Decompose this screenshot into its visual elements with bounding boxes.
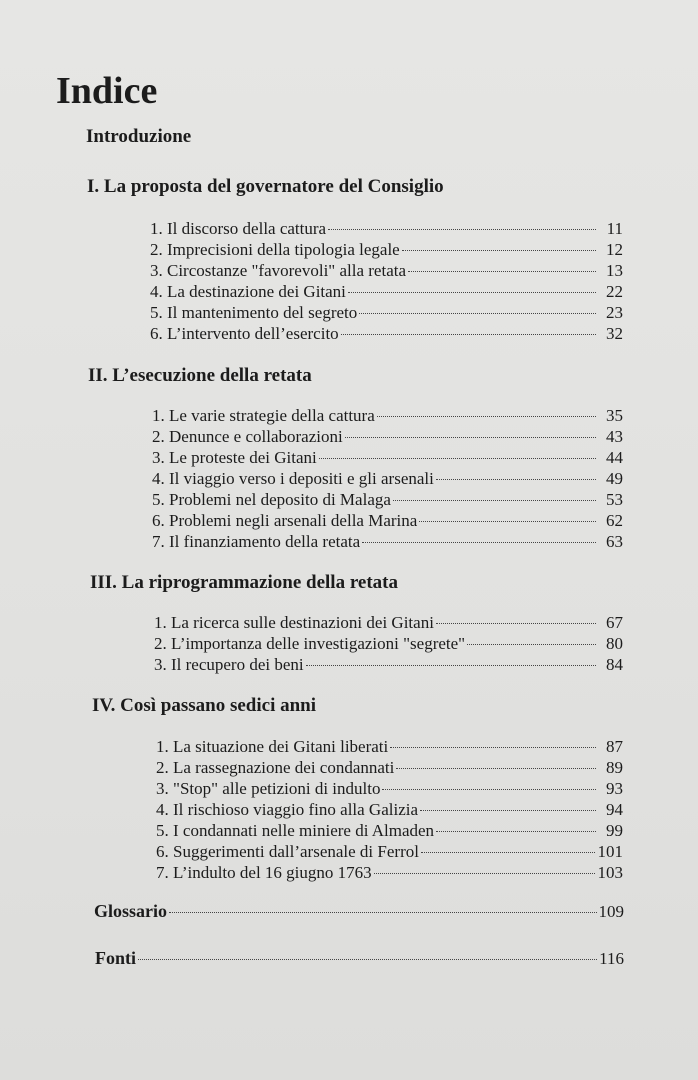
entry-page: 87 [606,737,623,756]
entry-page: 53 [606,490,623,509]
entry-label: 3. Le proteste dei Gitani [152,448,317,467]
toc-entry [152,510,623,531]
toc-entry [152,531,623,552]
toc-entry [156,862,623,883]
entry-label: 3. Il recupero dei beni [154,655,304,674]
toc-entry [152,468,623,489]
entry-page: 32 [606,324,623,343]
toc-entry [152,426,623,447]
entry-label: 5. Problemi nel deposito di Malaga [152,490,391,509]
section-2-entries [152,405,623,552]
toc-entry [150,218,623,239]
dot-leader [402,250,596,251]
entry-page: 22 [606,282,623,301]
entry-page: 67 [606,613,623,632]
toc-entry [152,447,623,468]
entry-page: 23 [606,303,623,322]
dot-leader [467,644,596,645]
entry-page: 35 [606,406,623,425]
dot-leader [396,768,596,769]
sources-entry [95,947,624,970]
dot-leader [374,873,595,874]
dot-leader [306,665,596,666]
toc-entry [150,239,623,260]
dot-leader [377,416,596,417]
section-3-entries [154,612,623,675]
dot-leader [341,334,596,335]
entry-label: 4. Il rischioso viaggio fino alla Galizia [156,800,419,819]
entry-label: 5. Il mantenimento del segreto [150,303,358,322]
entry-label: 1. Il discorso della cattura [150,219,327,238]
entry-page: 99 [606,821,623,840]
glossary-label: Glossario [94,901,168,921]
dot-leader [328,229,596,230]
entry-label: 3. "Stop" alle petizioni di indulto [156,779,381,798]
dot-leader [420,810,596,811]
dot-leader [393,500,596,501]
toc-entry [156,799,623,820]
entry-page: 84 [606,655,623,674]
toc-entry [154,654,623,675]
entry-page: 94 [606,800,623,819]
toc-entry [150,260,623,281]
section-heading: II. L’esecuzione della retata [88,365,312,386]
entry-page: 13 [606,261,623,280]
sources-label: Fonti [95,948,137,968]
dot-leader [390,747,596,748]
dot-leader [436,623,596,624]
entry-page: 43 [606,427,623,446]
entry-page: 93 [606,779,623,798]
section-4-entries [156,736,623,883]
entry-label: 2. Denunce e collaborazioni [152,427,343,446]
section-heading: IV. Così passano sedici anni [92,695,317,716]
entry-page: 44 [606,448,623,467]
dot-leader [419,521,596,522]
dot-leader [169,912,596,913]
toc-entry [150,302,623,323]
entry-label: 5. I condannati nelle miniere di Almaden [156,821,435,840]
toc-entry [152,489,623,510]
entry-page: 80 [606,634,623,653]
entry-label: 2. La rassegnazione dei condannati [156,758,395,777]
entry-label: 3. Circostanze "favorevoli" alla retata [150,261,407,280]
toc-entry [150,323,623,344]
sources-page: 116 [599,949,624,968]
entry-label: 4. Il viaggio verso i depositi e gli arsenali [152,469,434,488]
entry-label: 2. Imprecisioni della tipologia legale [150,240,400,259]
dot-leader [138,959,597,960]
glossary-entry [94,900,624,923]
section-2 [88,364,312,388]
dot-leader [408,271,596,272]
entry-label: 1. La ricerca sulle destinazioni dei Gitani [154,613,434,632]
dot-leader [359,313,596,314]
dot-leader [382,789,596,790]
toc-entry [150,281,623,302]
dot-leader [436,479,596,480]
entry-label: 4. La destinazione dei Gitani [150,282,346,301]
dot-leader [421,852,595,853]
entry-page: 103 [597,863,623,882]
toc-entry [156,841,623,862]
entry-label: 7. L’indulto del 16 giugno 1763 [156,863,372,882]
entry-label: 6. Suggerimenti dall’arsenale di Ferrol [156,842,419,861]
entry-page: 62 [606,511,623,530]
toc-entry [156,778,623,799]
entry-page: 49 [606,469,623,488]
entry-page: 11 [606,219,623,238]
dot-leader [362,542,596,543]
toc-entry [154,612,623,633]
toc-entry [156,757,623,778]
dot-leader [345,437,596,438]
toc-entry [156,736,623,757]
glossary-page: 109 [598,902,624,921]
entry-label: 6. L’intervento dell’esercito [150,324,339,343]
entry-label: 7. Il finanziamento della retata [152,532,361,551]
section-1-entries [150,218,623,344]
toc-entry [156,820,623,841]
dot-leader [436,831,596,832]
entry-page: 63 [606,532,623,551]
entry-label: 6. Problemi negli arsenali della Marina [152,511,418,530]
introduction-heading: Introduzione [86,126,192,147]
entry-page: 12 [606,240,623,259]
section-4 [92,694,316,718]
entry-label: 1. La situazione dei Gitani liberati [156,737,389,756]
section-1 [87,175,444,199]
dot-leader [348,292,596,293]
entry-page: 101 [597,842,623,861]
entry-label: 2. L’importanza delle investigazioni "segrete" [154,634,466,653]
section-heading: III. La riprogrammazione della retata [90,572,399,593]
section-3 [90,571,398,595]
toc-entry [152,405,623,426]
page-title: Indice [56,70,158,112]
toc-entry [154,633,623,654]
section-heading: I. La proposta del governatore del Consiglio [87,176,444,197]
entry-label: 1. Le varie strategie della cattura [152,406,375,425]
dot-leader [319,458,596,459]
entry-page: 89 [606,758,623,777]
